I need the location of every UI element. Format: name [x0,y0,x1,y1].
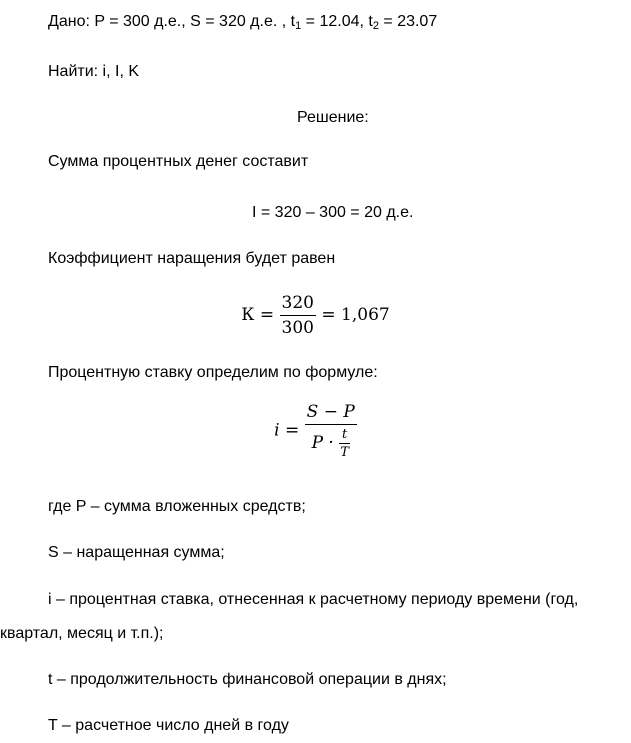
rate-formula [0,402,631,460]
definition-i-line1: i – процентная ставка, отнесенная к расчетному периоду времени (год, [48,591,579,608]
rate-lhs: i [274,420,280,441]
interest-intro: Сумма процентных денег составит [48,153,309,170]
definition-s: S – наращенная сумма; [48,544,225,561]
coef-denominator: 300 [281,318,314,338]
coefficient-formula [0,293,631,338]
t1-subscript: 1 [295,20,302,32]
rate-inner-denominator: T [340,445,349,460]
definition-T: T – расчетное число дней в году [48,717,289,734]
definition-p: где P – сумма вложенных средств; [48,498,306,515]
rate-eq: = [285,420,300,441]
coefficient-intro: Коэффициент наращения будет равен [48,250,336,267]
rate-inner-fraction [339,427,350,460]
rate-denominator [305,425,357,460]
coef-result: 1,067 [341,305,390,325]
find-line: Найти: i, I, K [48,63,139,80]
coef-eq2: = [321,305,336,325]
rate-intro: Процентную ставку определим по формуле: [48,364,378,381]
interest-equation: I = 320 – 300 = 20 д.е. [252,204,414,221]
rate-inner-numerator: t [339,427,350,444]
rate-numerator: S − P [305,402,357,425]
coef-eq1: = [259,305,275,325]
rate-fraction [305,402,357,460]
rate-den-p: P · [311,433,334,453]
coef-fraction [280,293,316,338]
coef-lhs: К [241,305,255,325]
t2-subscript: 2 [372,20,379,32]
solution-heading: Решение: [297,109,369,126]
given-line: Дано: P = 300 д.е., S = 320 д.е. , $t_1 = 12.04$, $t_2 = 23.07$ [48,13,438,32]
definition-t: t – продолжительность финансовой операции в днях; [48,671,447,688]
coef-numerator: 320 [280,293,316,316]
definition-i-line2: квартал, месяц и т.п.); [0,625,164,642]
